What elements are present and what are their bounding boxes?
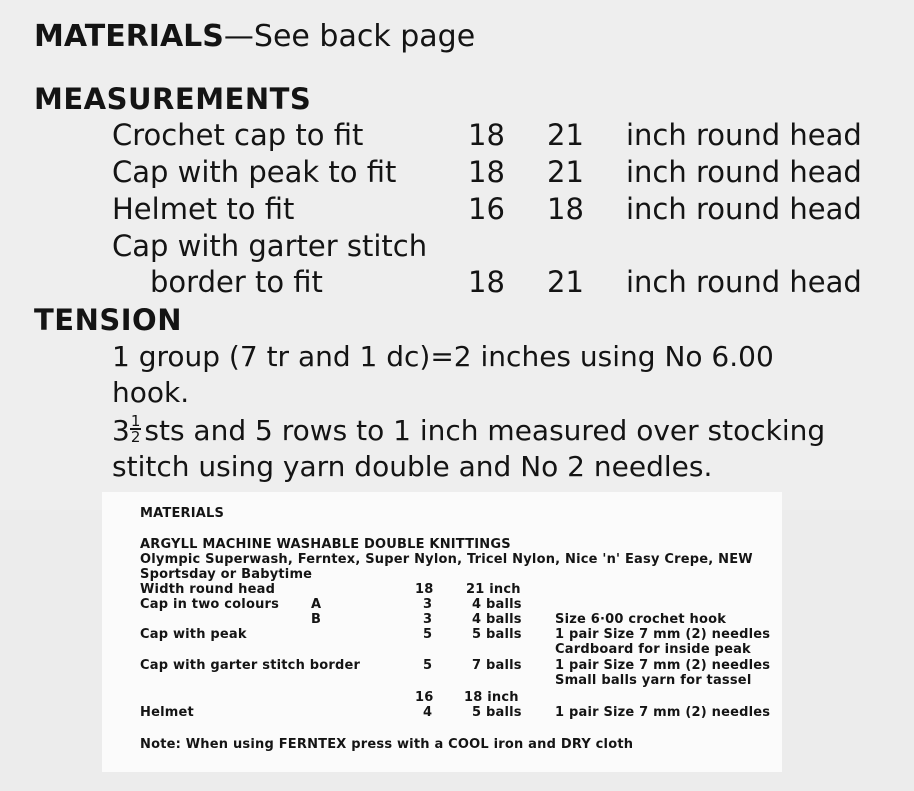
table-size-b: 4 balls <box>472 597 522 612</box>
ferntex-note: Note: When using FERNTEX press with a COOL iron and DRY cloth <box>140 737 634 752</box>
table-note: Small balls yarn for tassel <box>555 673 752 688</box>
measurement-unit: inch round head <box>626 155 862 189</box>
measurement-label: border to fit <box>150 265 323 299</box>
tension-whole-number: 3 <box>112 414 130 447</box>
materials-table-panel <box>102 492 782 772</box>
measurement-size-b: 18 <box>547 192 584 226</box>
table-size-a: 18 <box>415 582 434 597</box>
measurement-size-a: 18 <box>468 155 505 189</box>
tension-line: hook. <box>112 376 190 409</box>
table-size-b: 5 balls <box>472 705 522 720</box>
table-note: 1 pair Size 7 mm (2) needles <box>555 705 771 720</box>
table-size-a: 5 <box>423 627 433 642</box>
table-note: Cardboard for inside peak <box>555 642 751 657</box>
materials-heading: MATERIALS <box>34 19 224 54</box>
table-note: 1 pair Size 7 mm (2) needles <box>555 627 771 642</box>
tension-line: 1 group (7 tr and 1 dc)=2 inches using No 6.00 <box>112 340 774 373</box>
measurement-unit: inch round head <box>626 265 862 299</box>
measurement-label: Helmet to fit <box>112 192 295 226</box>
tension-line: 3 $\frac{1}{2}$ sts and 5 rows to 1 inch measured over stocking <box>112 412 826 447</box>
yarn-list: Olympic Superwash, Ferntex, Super Nylon, Tricel Nylon, Nice 'n' Easy Crepe, NEW <box>140 552 753 567</box>
measurement-size-a: 18 <box>468 118 505 152</box>
table-size-b: 21 inch <box>466 582 521 597</box>
table-item: Cap with peak <box>140 627 247 642</box>
measurement-unit: inch round head <box>626 192 862 226</box>
measurement-size-b: 21 <box>547 265 584 299</box>
measurement-size-b: 21 <box>547 155 584 189</box>
table-note: Size 6·00 crochet hook <box>555 612 727 627</box>
materials-line <box>34 19 475 55</box>
table-size-b: 18 inch <box>464 690 519 705</box>
tension-line: stitch using yarn double and No 2 needles. <box>112 450 713 483</box>
one-half-fraction: $\frac{1}{2}$ <box>130 412 141 446</box>
measurements-heading: MEASUREMENTS <box>34 82 312 116</box>
measurement-label: Cap with garter stitch <box>112 229 428 263</box>
lower-materials-heading: MATERIALS <box>140 506 225 521</box>
table-size-b: 5 balls <box>472 627 522 642</box>
table-item: Width round head <box>140 582 276 597</box>
table-size-b: 7 balls <box>472 658 522 673</box>
yarn-brand: ARGYLL MACHINE WASHABLE DOUBLE KNITTINGS <box>140 537 511 552</box>
table-size-b: 4 balls <box>472 612 522 627</box>
measurement-size-a: 18 <box>468 265 505 299</box>
table-size-a: 3 <box>423 612 433 627</box>
table-note: 1 pair Size 7 mm (2) needles <box>555 658 771 673</box>
table-size-a: 16 <box>415 690 434 705</box>
table-size-a: 3 <box>423 597 433 612</box>
measurement-size-a: 16 <box>468 192 505 226</box>
table-colour: B <box>311 612 322 627</box>
table-item: Helmet <box>140 705 194 720</box>
materials-see-back: —See back page <box>223 19 476 54</box>
table-size-a: 4 <box>423 705 433 720</box>
yarn-list: Sportsday or Babytime <box>140 567 313 582</box>
table-item: Cap with garter stitch border <box>140 658 361 673</box>
table-size-a: 5 <box>423 658 433 673</box>
tension-heading: TENSION <box>34 303 182 337</box>
measurement-unit: inch round head <box>626 118 862 152</box>
measurement-size-b: 21 <box>547 118 584 152</box>
table-colour: A <box>311 597 322 612</box>
measurement-label: Cap with peak to fit <box>112 155 397 189</box>
measurement-label: Crochet cap to fit <box>112 118 364 152</box>
table-item: Cap in two colours <box>140 597 280 612</box>
